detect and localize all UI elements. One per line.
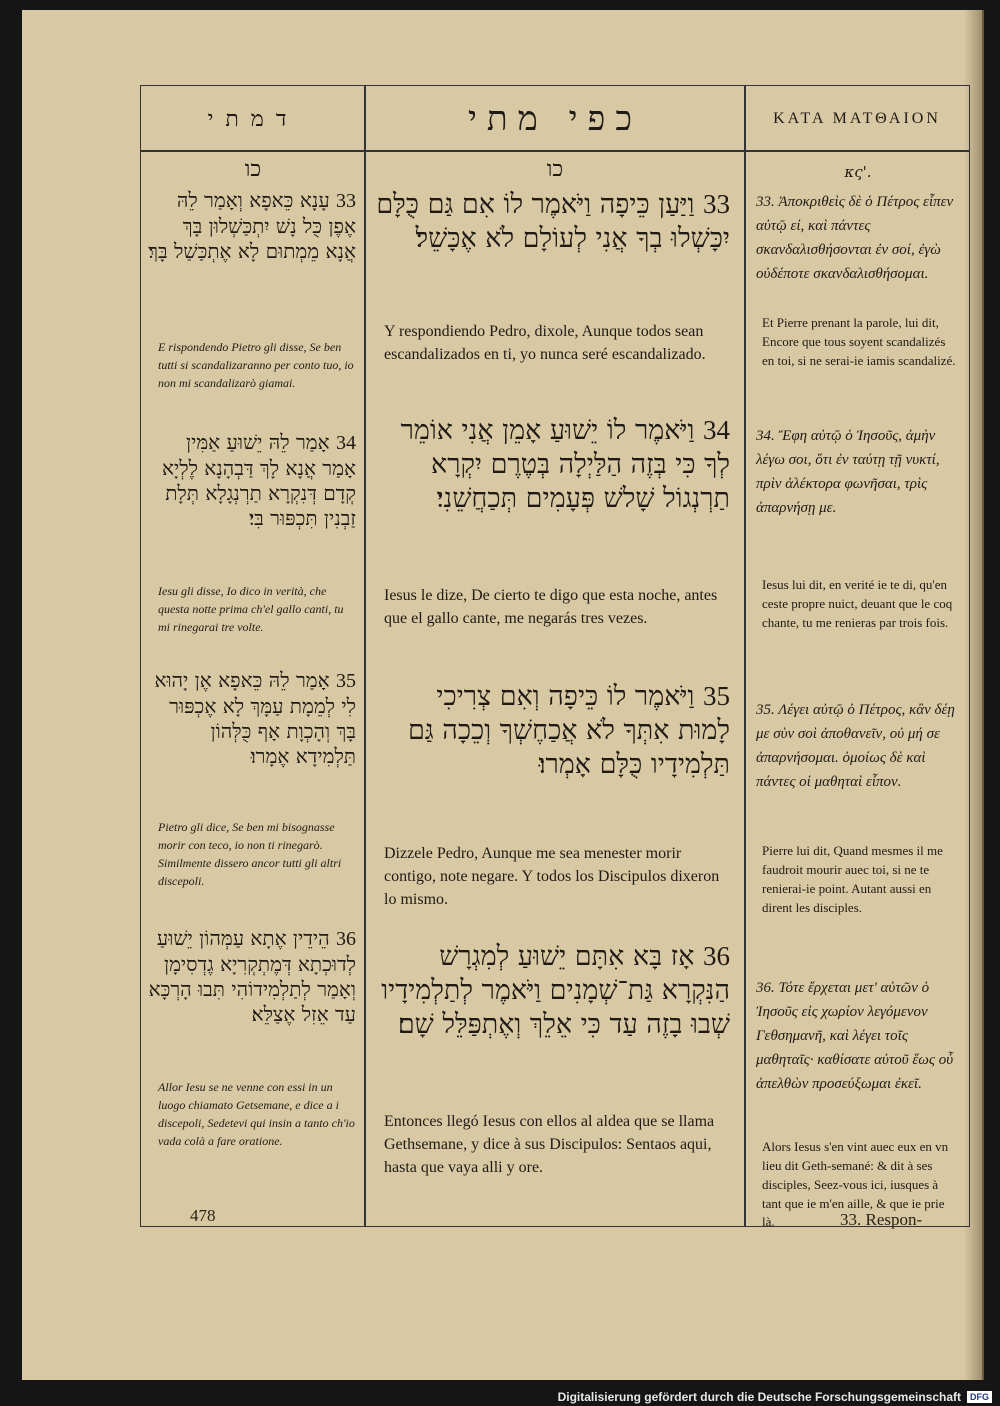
right-column xyxy=(746,88,968,1268)
dfg-credit-bar xyxy=(0,1388,1000,1406)
middle-chapter-number: כו xyxy=(546,157,564,182)
middle-verse-36-translation: Entonces llegó Iesus con ellos al aldea que se llama Gethsemane, y dice à sus Discipulos: Sentaos aqui, hasta que vaya alli y ore. xyxy=(384,1113,715,1177)
verse-number: 35 xyxy=(703,681,730,711)
left-verse-35-translation: Pietro gli dice, Se ben mi bisognasse morir con teco, io non ti rinegarò. Similmente dissero ancor tutti gli altri discepoli. xyxy=(158,820,342,888)
middle-verse-35-hebrew xyxy=(366,676,744,781)
verse-text: Λέγει αὐτῷ ὁ Πέτρος, κἂν δέῃ με σὺν σοὶ ἀποθανεῖν, οὐ μή σε ἀπαρνήσομαι. ὁμοίως δὲ καὶ πάντες οἱ μαθηταὶ εἶπον. xyxy=(756,702,955,790)
right-verse-36-translation: Alors Iesus s'en vint auec eux en vn lieu dit Geth-semané: & dit à ses disciples, Seez-vous ici, iusques à tant que ie m'en aille, & que ie prie là. xyxy=(762,1139,949,1230)
left-verse-36-translation: Allor Iesu se ne venne con essi in un luogo chiamato Getsemane, e dice a i discepoli, Sedetevi qui insin a tanto ch'io vada colà a fare oratione. xyxy=(158,1080,355,1148)
left-header-title: דמתי xyxy=(207,107,299,132)
left-verse-34 xyxy=(142,426,364,576)
left-verse-35 xyxy=(142,664,364,812)
left-verse-36-hebrew xyxy=(142,922,364,1027)
verse-number: 34 xyxy=(336,432,356,454)
left-chapter-number: כו xyxy=(244,157,262,182)
verse-number: 36. xyxy=(756,980,775,996)
right-header-title: ΚΑΤΑ ΜΑΤΘΑΙΟΝ xyxy=(773,110,941,127)
middle-verse-36 xyxy=(366,936,744,1104)
right-verse-33-translation: Et Pierre prenant la parole, lui dit, Encore que tous soyent scandalizés en toi, si ne serai-ie iamis scandalizé. xyxy=(762,315,956,368)
left-verse-33-translation: E rispondendo Pietro gli disse, Se ben tutti si scandalizaranno per conto tuo, io non mi scandalizarò giamai. xyxy=(158,340,354,390)
left-verse-33 xyxy=(142,184,364,332)
right-column-header xyxy=(746,88,968,150)
right-verse-33-greek xyxy=(746,186,968,300)
page-number: 478 xyxy=(190,1206,216,1225)
verse-number: 33. xyxy=(756,194,775,210)
middle-verse-36-hebrew xyxy=(366,936,744,1041)
right-verse-36-greek xyxy=(746,972,968,1124)
dfg-credit-text: Digitalisierung gefördert durch die Deutsche Forschungsgemeinschaft xyxy=(557,1390,961,1404)
middle-verse-34-translation: Iesus le dize, De cierto te digo que esta noche, antes que el gallo cante, me negarás tres vezes. xyxy=(384,587,718,628)
right-verse-34-greek xyxy=(746,420,968,562)
verse-number: 35. xyxy=(756,702,775,718)
left-column xyxy=(142,88,364,1188)
left-verse-34-hebrew xyxy=(142,426,364,531)
verse-text: אָמַר לֵהּ יֵשׁוּעַ אַמִּין אָמַר אֲנָא לָךְ דַּבְהָנָא לֶלְיָא קְדָם דְּנִקְרָא תַרְנְגָלָא תְּלָת זַבְנִין תִּכְפּוּר בִּי׃ xyxy=(161,430,356,530)
verse-text: וַיַּעַן כֵּיפָה וַיֹּאמֶר לוֹ אִם גַּם כֻּלָּם יִכָּשְׁלוּ בְךָ אֲנִי לְעוֹלָם לֹא אֶכָּשֵׁל׃ xyxy=(376,189,730,254)
verse-number: 36 xyxy=(703,941,730,971)
book-page xyxy=(22,10,984,1380)
verse-text: אָמַר לֵהּ כֵּאפָא אֶן יָהוּא לִי לְמֵמָת עַמָּךְ לָא אֶכְפּוּר בָּךְ וְהָכְוָת אָף כֻּלְּהוֹן תַּלְמִידָא אֶמָרוּ׃ xyxy=(154,668,356,768)
left-verse-35-hebrew xyxy=(142,664,364,769)
verse-number: 36 xyxy=(336,928,356,950)
left-verse-36 xyxy=(142,922,364,1072)
left-verse-34-translation: Iesu gli disse, Io dico in verità, che questa notte prima ch'el gallo canti, tu mi rinegarai tre volte. xyxy=(158,584,344,634)
left-column-header xyxy=(142,88,364,150)
verse-text: הֵידֵין אֶתָא עַמְּהוֹן יֵשׁוּעַ לְדוּכְתָא דְּמֶתְקְרִיָא גֶדְסִימָן וְאָמַר לְתַלְמִידוֹהִי תִּבוּ הָרְכָּא עַד אֵזִל אֶצַלֵּא׃ xyxy=(148,926,356,1026)
right-verse-34-translation: Iesus lui dit, en verité ie te di, qu'en ceste propre nuict, deuant que le coq chante, tu me renieras par trois fois. xyxy=(762,577,953,630)
middle-column-header xyxy=(366,88,744,150)
middle-verse-35 xyxy=(366,676,744,836)
middle-verse-33 xyxy=(366,184,744,314)
verse-text: עָנָא כֵּאפָא וְאָמַר לֵהּ אֶפֶן כֻּל נָשׁ יִתְכַּשְׁלוּן בָּךְ אֲנָא מֵמְתוּם לָא אֶתְכַּשַׁל בָּךְ׃ xyxy=(148,188,356,263)
middle-verse-34 xyxy=(366,410,744,578)
verse-text: וַיֹּאמֶר לוֹ יֵשׁוּעַ אָמֵן אֲנִי אוֹמֵר לְךָ כִּי בְּזֶה הַלַּיְלָה בְּטֶרֶם יִקְרָא תַרְנְגוֹל שָׁלשׁ פְּעָמִים תְּכַחֲשֵׁנִי׃ xyxy=(400,415,730,514)
dfg-logo-icon: DFG xyxy=(967,1391,992,1403)
verse-text: Τότε ἔρχεται μετ' αὐτῶν ὁ Ἰησοῦς εἰς χωρίον λεγόμενον Γεθσημανῆ, καὶ λέγει τοῖς μαθηταῖς· καθίσατε αὐτοῦ ἕως οὗ ἀπελθὼν προσεύξωμαι ἐκεῖ. xyxy=(756,980,954,1092)
verse-number: 35 xyxy=(336,670,356,692)
right-verse-35-translation: Pierre lui dit, Quand mesmes il me faudroit mourir auec toi, si ne te renierai-ie point. Autant aussi en dirent les disciples. xyxy=(762,843,943,915)
verse-number: 34 xyxy=(703,415,730,445)
left-verse-33-hebrew xyxy=(142,184,364,264)
verse-number: 33 xyxy=(336,190,356,212)
right-verse-35-greek xyxy=(746,694,968,828)
verse-text: Ἔφη αὐτῷ ὁ Ἰησοῦς, ἀμὴν λέγω σοι, ὅτι ἐν ταύτῃ τῇ νυκτί, πρὶν ἀλέκτορα φωνῆσαι, τρὶς ἀπαρνήσῃ με. xyxy=(756,428,940,516)
verse-number: 33 xyxy=(703,189,730,219)
middle-verse-33-translation: Y respondiendo Pedro, dixole, Aunque todos sean escandalizados en ti, yo nunca seré escandalizado. xyxy=(384,323,706,364)
middle-column xyxy=(366,88,744,1210)
right-chapter-number: κς'. xyxy=(844,163,872,181)
verse-text: Ἀποκριθεὶς δὲ ὁ Πέτρος εἶπεν αὐτῷ εἰ, καὶ πάντες σκανδαλισθήσονται ἐν σοί, ἐγὼ οὐδέποτε σκανδαλισθήσομαι. xyxy=(756,194,954,282)
verse-number: 34. xyxy=(756,428,775,444)
middle-verse-35-translation: Dizzele Pedro, Aunque me sea menester morir contigo, note negare. Y todos los Discipulos dixeron lo mismo. xyxy=(384,845,720,909)
middle-verse-34-hebrew xyxy=(366,410,744,515)
catchword: 33. Respon- xyxy=(840,1210,923,1229)
middle-header-title: כפי מתי xyxy=(468,99,642,139)
verse-text: אָז בָּא אִתָּם יֵשׁוּעַ לְמִגְרָשׁ הַנִּקְרָא גַּת־שְׁמָנִים וַיֹּאמֶר לְתַלְמִידָיו שְׁבוּ בָזֶה עַד כִּי אֵלֵךְ וְאֶתְפַּלֵּל שָׁם׃ xyxy=(381,941,730,1040)
verse-text: וַיֹּאמֶר לוֹ כֵּיפָה וְאִם צְרִיכִי לָמוּת אִתְּךָ לֹא אֲכַחֶשְׁךָ וְכֵכָה גַּם תַּלְמִידָיו כֻּלָּם אָמְרוּ׃ xyxy=(407,681,730,780)
middle-verse-33-hebrew xyxy=(366,184,744,256)
